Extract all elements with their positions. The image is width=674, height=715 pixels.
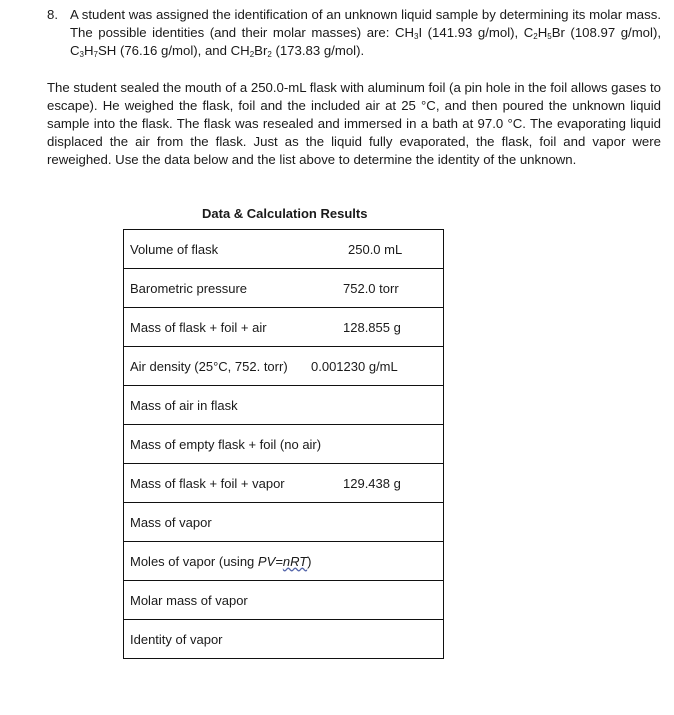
row-value: 752.0 torr [343,280,399,296]
table-row [124,464,444,503]
table-row [124,425,444,464]
table-row [124,503,444,542]
row-value: 0.001230 g/mL [311,358,398,374]
table-row [124,230,444,269]
table-row [124,269,444,308]
table-row [124,542,444,581]
row-label: Mass of vapor [130,514,212,530]
question-8 [47,6,661,170]
row-label: Volume of flask [130,241,219,257]
row-label: Mass of empty flask + foil (no air) [130,436,322,452]
table-row [124,386,444,425]
row-label: Barometric pressure [130,280,248,296]
table-row [124,347,444,386]
row-label-moles: Moles of vapor (using PV=nRT) [130,553,312,569]
row-value: 250.0 mL [348,241,403,257]
row-value: 129.438 g [343,475,401,491]
row-label: Identity of vapor [130,631,223,647]
table-row [124,308,444,347]
table-title: Data & Calculation Results [202,206,368,221]
table-row [124,620,444,659]
row-label: Mass of flask + foil + vapor [130,475,285,491]
row-label: Mass of air in flask [130,397,238,413]
row-label: Air density (25°C, 752. torr) [130,358,288,374]
row-label: Molar mass of vapor [130,592,248,608]
question-intro-paragraph: A student was assigned the identification of an unknown liquid sample by determining its molar mass. The possible identities (and their molar masses) are: $CH_3I$ (141.93 g/mol), $C_2H_5Br$ (108.97 g/mol), $C_3H_7SH$ (76.16 g/mol), and $CH_2Br_2$ (173.83 g/mol). [70,7,661,60]
procedure-paragraph: The student sealed the mouth of a 250.0-mL flask with aluminum foil (a pin hole in the foil allows gases to escape). He weighed the flask, foil and the included air at 25 °C, and then poured the unknown liquid sample into the flask. The flask was resealed and immersed in a bath at 97.0 °C. The evaporating liquid displaced the air from the flask. Just as the liquid fully evaporated, the flask, foil and vapor were reweighed. Use the data below and the list above to determine the identity of the unknown. [47,79,661,168]
results-table [123,229,444,659]
row-label: Mass of flask + foil + air [130,319,267,335]
table-row [124,581,444,620]
question-number: 8. [47,7,58,22]
row-value: 128.855 g [343,319,401,335]
